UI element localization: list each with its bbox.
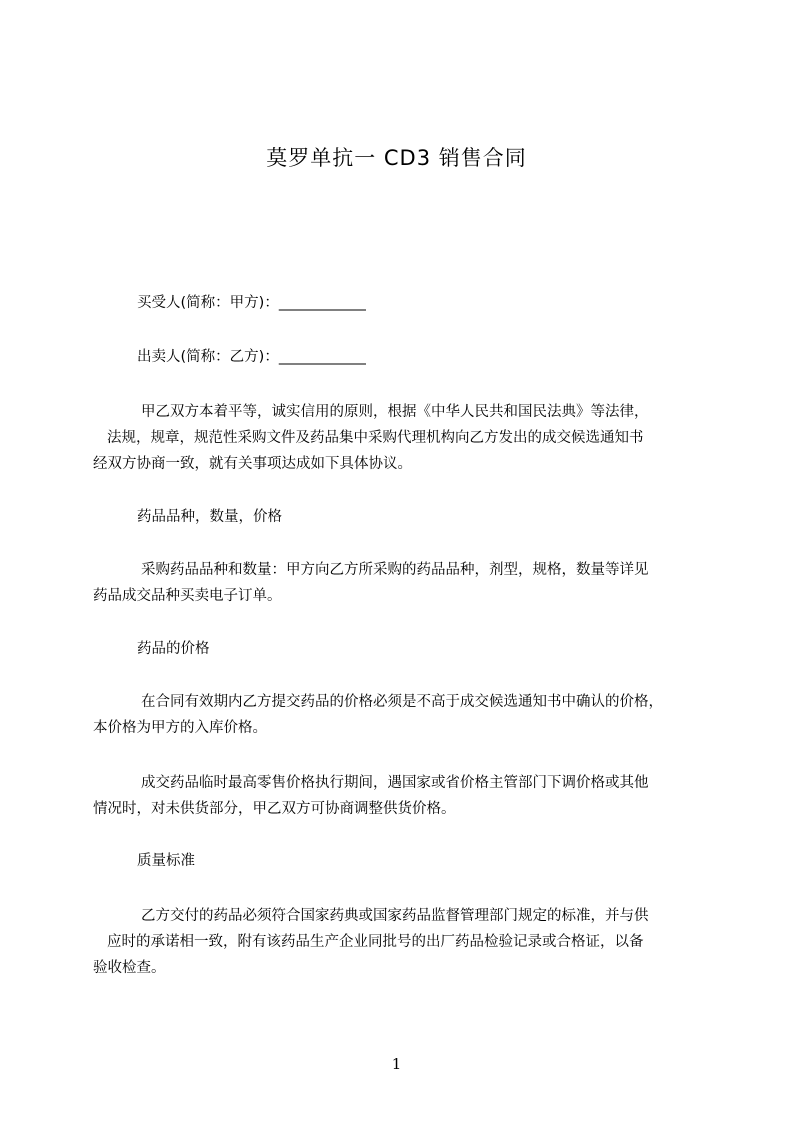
section1-body-line-2: 药品成交品种买卖电子订单。 xyxy=(93,588,282,604)
section3-body-line-3: 验收检查。 xyxy=(93,960,166,976)
intro-line-2: 法规，规章，规范性采购文件及药品集中采购代理机构向乙方发出的成交候选通知书 xyxy=(107,430,644,446)
intro-line-1: 甲乙双方本着平等，诚实信用的原则，根据《中华人民共和国民法典》等法律， xyxy=(141,404,649,420)
document-title: 莫罗单抗一 CD3 销售合同 xyxy=(266,146,527,170)
buyer-line: 买受人(简称：甲方)：____________ xyxy=(137,295,366,311)
section2-body2-line-2: 情况时，对未供货部分，甲乙双方可协商调整供货价格。 xyxy=(93,801,456,817)
page-number: 1 xyxy=(391,1055,402,1073)
section1-heading: 药品品种，数量，价格 xyxy=(137,509,282,525)
section2-heading: 药品的价格 xyxy=(137,641,210,657)
intro-line-3: 经双方协商一致，就有关事项达成如下具体协议。 xyxy=(93,456,412,472)
seller-line: 出卖人(简称：乙方)：____________ xyxy=(137,349,366,365)
section2-body-line-2: 本价格为甲方的入库价格。 xyxy=(93,720,267,736)
section2-body2-line-1: 成交药品临时最高零售价格执行期间，遇国家或省价格主管部门下调价格或其他 xyxy=(141,775,649,791)
section2-body-line-1: 在合同有效期内乙方提交药品的价格必须是不高于成交候选通知书中确认的价格， xyxy=(141,694,663,710)
section3-heading: 质量标准 xyxy=(137,853,195,869)
section3-body-line-1: 乙方交付的药品必须符合国家药典或国家药品监督管理部门规定的标准，并与供 xyxy=(141,908,649,924)
section3-body-line-2: 应时的承诺相一致，附有该药品生产企业同批号的出厂药品检验记录或合格证，以备 xyxy=(107,934,644,950)
section1-body-line-1: 采购药品品种和数量：甲方向乙方所采购的药品品种，剂型，规格，数量等详见 xyxy=(141,562,649,578)
